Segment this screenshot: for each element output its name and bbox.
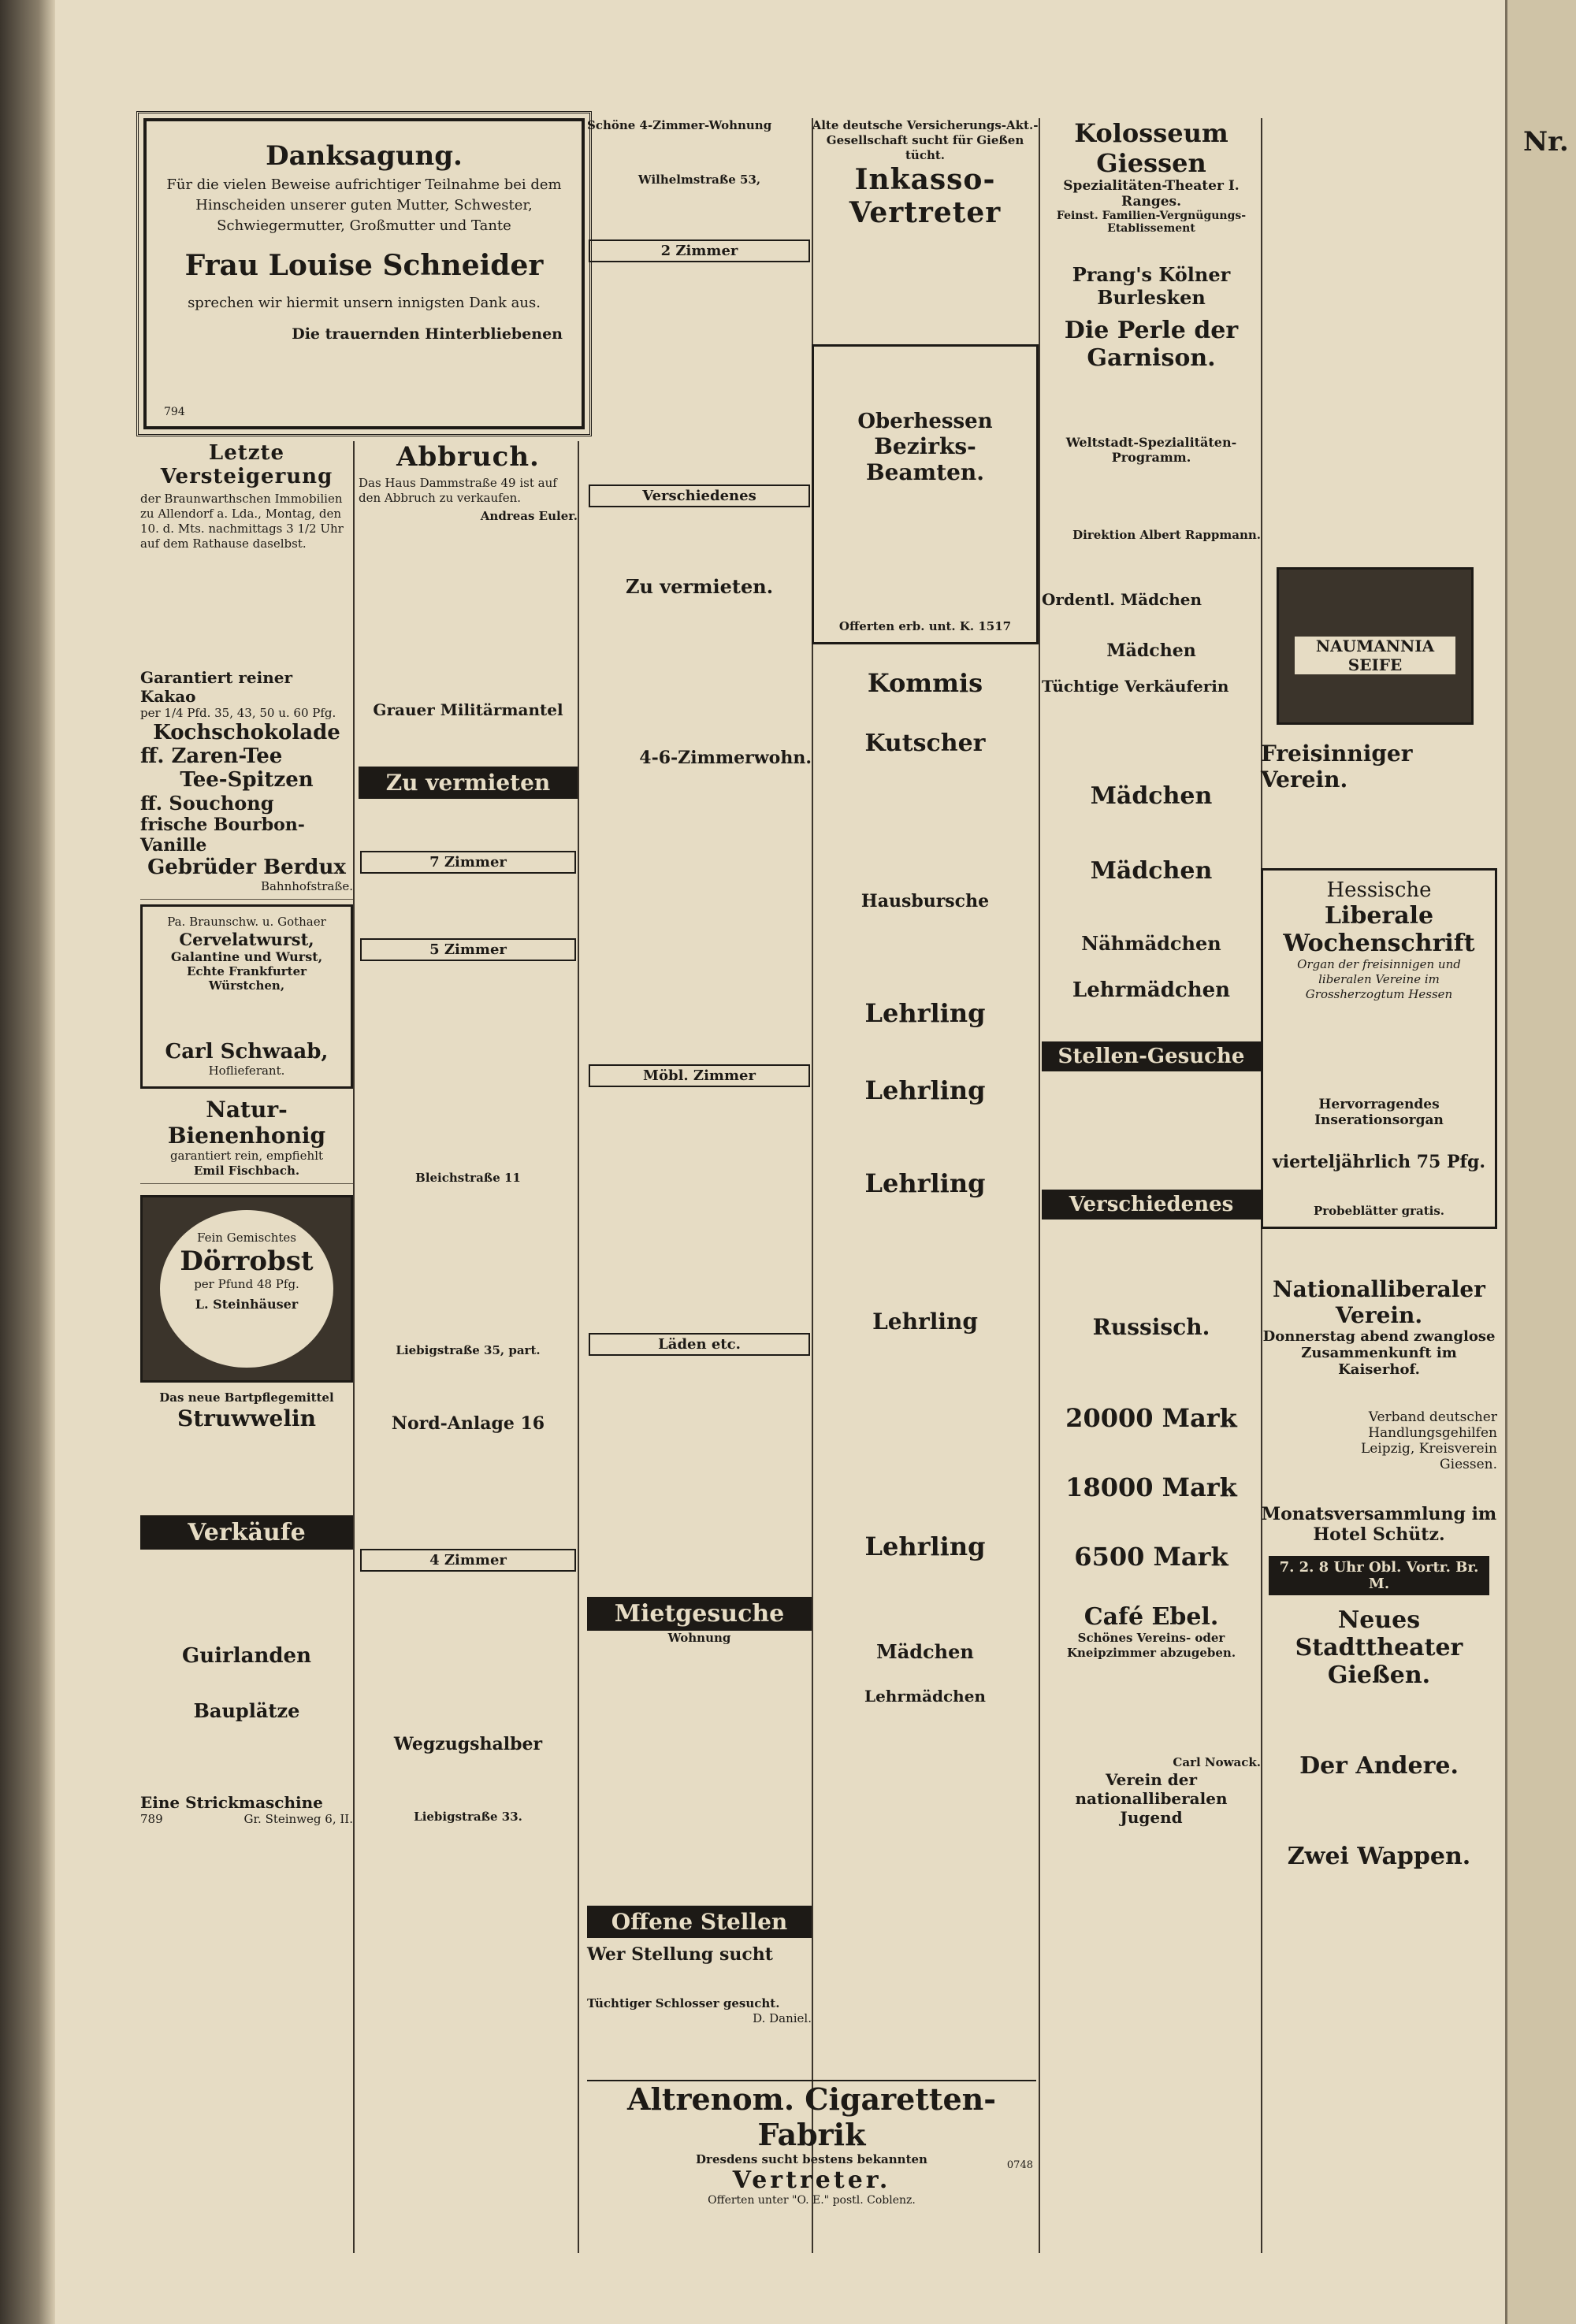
lehrm-heading: Lehrmädchen [1072, 978, 1231, 1002]
col4-filler-e [812, 1028, 1039, 1075]
col4-filler-g [812, 1198, 1039, 1309]
column-2 [359, 441, 579, 2253]
mark18-heading: 18000 Mark [1065, 1472, 1237, 1502]
nowack-name: Carl Nowack. [1173, 1755, 1261, 1769]
madchen-b-heading: Mädchen [1090, 782, 1213, 810]
madchen-heading: Mädchen [876, 1640, 974, 1663]
zaren-heading: ff. Zaren-Tee [140, 744, 283, 768]
weltstadt-heading: Weltstadt-Spezialitäten-Programm. [1065, 435, 1237, 465]
bezirk-ad [812, 344, 1039, 644]
col2-filler-c [359, 799, 578, 846]
col5-filler-j [1042, 1002, 1261, 1041]
col4-filler-c [812, 757, 1039, 891]
col3-filler-c [587, 267, 812, 480]
kommis-heading: Kommis [867, 668, 983, 698]
z7-header: 7 Zimmer [360, 851, 576, 874]
col3-filler-g [587, 1092, 812, 1328]
guirlanden-filler [140, 1668, 353, 1699]
z46-heading: 4-6-Zimmerwohn. [639, 748, 812, 768]
madchen-c-heading: Mädchen [1090, 857, 1213, 885]
madchen-a-heading: Mädchen [1106, 640, 1196, 661]
col4-filler-b [812, 698, 1039, 729]
vanille-heading: frische Bourbon-Vanille [140, 815, 305, 856]
daniel-name: D. Daniel. [753, 2011, 812, 2025]
col2-filler-d [359, 878, 578, 934]
doerrobst-ad [140, 1195, 353, 1383]
spezial-heading: Spezialitäten-Theater I. Ranges. [1063, 178, 1240, 210]
col5-filler-g [1042, 810, 1261, 857]
russisch-heading: Russisch. [1092, 1314, 1210, 1340]
vortr-box: 7. 2. 8 Uhr Obl. Vortr. Br. M. [1269, 1556, 1489, 1595]
cafe-heading: Café Ebel. [1084, 1603, 1219, 1631]
doerrobst-heading: Dörrobst [180, 1246, 314, 1277]
col2-filler-a [359, 527, 578, 700]
bezirk-filler [822, 485, 1028, 619]
hessische-heading: Hessische [1326, 878, 1432, 902]
kakao-price: per 1/4 Pfd. 35, 43, 50 u. 60 Pfg. [140, 706, 336, 720]
honig-sub: garantiert rein, empfiehlt [169, 1149, 324, 1163]
wochenschrift-ad [1261, 868, 1497, 1229]
theater-heading: Neues Stadttheater Gießen. [1295, 1606, 1463, 1689]
verkaeufe-header: Verkäufe [140, 1516, 353, 1550]
struwwelin-ad [140, 1387, 353, 1516]
lehrling3-heading: Lehrling [864, 1168, 986, 1198]
militaer-heading: Grauer Militärmantel [373, 700, 563, 719]
col6-filler-b [1261, 1689, 1497, 1752]
strick-address: Gr. Steinweg 6, II. [243, 1812, 353, 1826]
laden-header: Läden etc. [589, 1333, 810, 1356]
inserat-heading: Hervorragendes Inserationsorgan [1314, 1097, 1444, 1128]
nord-heading: Nord-Anlage 16 [391, 1413, 545, 1434]
col6-filler-a [1261, 793, 1497, 863]
berdux-heading: Gebrüder Berdux [147, 856, 346, 879]
bart-heading: Das neue Bartpflegemittel [159, 1390, 334, 1405]
doerrobst-price: per Pfund 48 Pfg. [194, 1277, 299, 1291]
danksagung-num: 794 [164, 406, 185, 418]
koch-heading: Kochschokolade [153, 721, 340, 744]
bezirk-heading: Bezirks-Beamten. [865, 433, 985, 485]
spitzen-heading: Tee-Spitzen [180, 768, 314, 792]
bauplaetze-heading: Bauplätze [193, 1699, 300, 1722]
prang-heading: Prang's Kölner Burlesken [1072, 263, 1231, 309]
wurst-filler [151, 993, 343, 1040]
schwaab: Carl Schwaab, [165, 1040, 329, 1064]
col2-filler-b [359, 719, 578, 767]
organ-text: Organ der freisinnigen und liberalen Vereine im Grossherzogtum Hessen [1297, 957, 1461, 1001]
guirlanden-heading: Guirlanden [182, 1644, 311, 1668]
schlosser-heading: Tüchtiger Schlosser gesucht. [587, 1996, 780, 2010]
ordentl-heading: Ordentl. Mädchen [1042, 590, 1202, 609]
lehrling4-heading: Lehrling [872, 1309, 978, 1335]
versteigerung-filler [140, 555, 353, 665]
wappen-heading: Zwei Wappen. [1287, 1843, 1471, 1870]
col5-filler-l [1042, 1220, 1261, 1314]
wohnung-heading: Wohnung [667, 1631, 731, 1645]
col5-filler-b [1042, 465, 1261, 528]
abbruch-name: Andreas Euler. [480, 509, 578, 523]
col3-filler-a [587, 133, 812, 173]
danksagung-title: Danksagung. [266, 140, 463, 172]
col3-filler-h [587, 1361, 812, 1597]
verein-nl-heading: Verein der nationalliberalen Jugend [1075, 1770, 1228, 1827]
z2-header: 2 Zimmer [589, 239, 810, 262]
cig-offerten: Offerten unter "O. E." postl. Coblenz. [708, 2194, 916, 2207]
souchong-heading: ff. Souchong [140, 792, 274, 815]
rappmann-name: Direktion Albert Rappmann. [1072, 528, 1261, 542]
stellen-gesuche-header: Stellen-Gesuche [1042, 1041, 1261, 1071]
kutscher-heading: Kutscher [864, 729, 986, 757]
verschiedenes-header-5: Verschiedenes [1042, 1190, 1261, 1220]
doerrobst-oval [160, 1210, 333, 1368]
col2-filler-h [359, 1434, 578, 1544]
struwwelin-filler [140, 1431, 353, 1510]
z4-header: 4 Zimmer [360, 1549, 576, 1572]
col4-filler-i [812, 1561, 1039, 1640]
galantine: Galantine und Wurst, [170, 949, 323, 964]
column-1 [140, 441, 355, 2253]
strick-heading: Eine Strickmaschine [140, 1793, 323, 1812]
strick-num: 789 [140, 1812, 163, 1826]
honig-name: Emil Fischbach. [193, 1164, 300, 1178]
verkaeufe-filler [140, 1550, 353, 1644]
liberale-heading: Liberale Wochenschrift [1283, 902, 1475, 957]
wurst-ad [140, 904, 353, 1089]
moebl-header: Möbl. Zimmer [589, 1064, 810, 1087]
col4-filler-d [812, 911, 1039, 998]
abbruch-heading: Abbruch. [396, 441, 540, 473]
versteigerung-text: der Braunwarthschen Immobilien zu Allendorf a. Lda., Montag, den 10. d. Mts. nachmittags 3 1/2 Uhr auf dem Rathause daselbst. [140, 492, 344, 551]
doerrobst-name: L. Steinhäuser [195, 1297, 299, 1312]
col5-filler-e [1042, 661, 1261, 677]
cig-num: 0748 [1006, 2159, 1033, 2171]
next-page-edge [1505, 0, 1576, 2324]
col5-filler-h [1042, 885, 1261, 932]
col5-filler-m [1042, 1340, 1261, 1403]
col3-filler-j [587, 1965, 812, 1996]
zu-verm-heading: Zu vermieten. [625, 575, 774, 598]
mark20-heading: 20000 Mark [1065, 1403, 1237, 1433]
wochenschrift-filler [1271, 1002, 1487, 1097]
col5-filler-p [1042, 1572, 1261, 1603]
honig-heading: Natur-Bienenhonig [167, 1097, 326, 1149]
struwwelin-heading: Struwwelin [177, 1405, 316, 1431]
andere-heading: Der Andere. [1299, 1752, 1459, 1780]
col2-filler-g [359, 1358, 578, 1413]
col3-filler-b [587, 187, 812, 235]
monats-heading: Monatsversammlung im Hotel Schütz. [1261, 1504, 1497, 1545]
verschiedenes-header: Verschiedenes [589, 484, 810, 507]
col5-filler-a [1042, 372, 1261, 435]
liebig-heading: Liebigstraße 35, part. [396, 1343, 541, 1357]
column-6 [1261, 741, 1497, 2253]
col5-filler-q [1042, 1661, 1261, 1755]
col4-filler-f [812, 1105, 1039, 1168]
col5-filler-n [1042, 1433, 1261, 1472]
honig-ad [140, 1093, 353, 1184]
bezirk-offerten: Offerten erb. unt. K. 1517 [838, 619, 1012, 633]
lehrling1-heading: Lehrling [864, 998, 986, 1028]
kolosseum-heading: Kolosseum Giessen [1074, 118, 1228, 178]
col3-filler-d [587, 512, 812, 575]
frankfurter: Echte Frankfurter Würstchen, [186, 964, 307, 993]
danksagung-box [143, 118, 585, 429]
preis-heading: vierteljährlich 75 Pfg. [1272, 1152, 1486, 1172]
abbruch-text: Das Haus Dammstraße 49 ist auf den Abbruch zu verkaufen. [359, 476, 557, 505]
perle-heading: Die Perle der Garnison. [1064, 317, 1239, 372]
lehrling5-heading: Lehrling [864, 1531, 986, 1561]
column-4 [812, 118, 1040, 2253]
col2-filler-j [359, 1754, 578, 1810]
inkasso-heading: Inkasso-Vertreter [849, 163, 1002, 229]
bleich-heading: Bleichstraße 11 [415, 1171, 521, 1185]
binding-shadow [0, 0, 55, 2324]
cig-heading: Altrenom. Cigaretten-Fabrik [626, 2081, 997, 2152]
seife-label: NAUMANNIA SEIFE [1295, 637, 1455, 674]
wurst-heading: Pa. Braunschw. u. Gothaer [167, 915, 326, 929]
col4-filler-h [812, 1335, 1039, 1531]
danksagung-body: Für die vielen Beweise aufrichtiger Teilnahme bei dem Hinscheiden unserer guten Mutter, Schwester, Schwiegermutter, Großmutter und Tante [166, 176, 562, 234]
cig-dresdens: Dresdens sucht bestens bekannten [696, 2152, 927, 2166]
vakanz-heading: Wer Stellung sucht [587, 1944, 773, 1965]
col5-filler-f [1042, 696, 1261, 782]
lehrling2-heading: Lehrling [864, 1075, 986, 1105]
cervelat: Cervelatwurst, [179, 930, 314, 949]
cig-vertreter: Vertreter. [732, 2166, 891, 2194]
next-page-label: Nr. [1523, 126, 1569, 158]
versteigerung-heading: Letzte Versteigerung [160, 441, 333, 488]
kakao-ad [140, 665, 353, 900]
col5-filler-o [1042, 1502, 1261, 1542]
col5-filler-i [1042, 955, 1261, 978]
col4-filler-j [812, 1663, 1039, 1687]
col4-filler-a [812, 229, 1039, 340]
hausbursche-heading: Hausbursche [860, 891, 990, 911]
donnerstag-text: Donnerstag abend zwanglose Zusammenkunft im Kaiserhof. [1262, 1328, 1496, 1378]
freisinn-heading: Freisinniger Verein. [1261, 741, 1413, 793]
col5-filler-c [1042, 543, 1261, 590]
berdux-addr: Bahnhofstraße. [260, 879, 353, 893]
wilhelm-heading: Wilhelmstraße 53, [637, 173, 761, 187]
col3-filler-e [587, 598, 812, 748]
oberhessen-heading: Oberhessen [857, 410, 993, 433]
vers-heading: Alte deutsche Versicherungs-Akt.-Gesellschaft sucht für Gießen tücht. [812, 118, 1039, 162]
strick-addr [140, 1812, 353, 1827]
bauplaetze-filler [140, 1722, 353, 1793]
offene-stellen-header: Offene Stellen [587, 1906, 812, 1938]
probe-text: Probeblätter gratis. [1313, 1204, 1445, 1218]
col2-filler-e [359, 966, 578, 1171]
doerrobst-fein: Fein Gemischtes [197, 1231, 296, 1245]
danksagung-sign: Die trauernden Hinterbliebenen [292, 325, 563, 343]
cigaretten-ad [587, 2080, 1036, 2207]
danksagung-thanks: sprechen wir hiermit unsern innigsten Dank aus. [188, 295, 541, 311]
mietgesuche-header: Mietgesuche [587, 1597, 812, 1631]
hoflieferant: Hoflieferant. [208, 1064, 285, 1078]
danksagung-name: Frau Louise Schneider [184, 249, 544, 282]
cafe-sub: Schönes Vereins- oder Kneipzimmer abzugeben. [1066, 1631, 1236, 1660]
col2-filler-f [359, 1186, 578, 1343]
lehrmadchen-heading: Lehrmädchen [864, 1687, 986, 1706]
kakao-heading: Garantiert reiner Kakao [140, 668, 293, 706]
wegzug-heading: Wegzugshalber [393, 1734, 543, 1754]
mark6-heading: 6500 Mark [1074, 1542, 1228, 1572]
column-5 [1042, 118, 1262, 2253]
feinst-heading: Feinst. Familien-Vergnügungs-Etablissement [1056, 210, 1247, 235]
col6-filler-c [1261, 1780, 1497, 1843]
col5-filler-k [1042, 1071, 1261, 1190]
col3-filler-i [587, 1646, 812, 1906]
col3-filler-f [587, 768, 812, 1060]
naehm-heading: Nähmädchen [1081, 932, 1221, 955]
col2-filler-i [359, 1576, 578, 1734]
column-3 [587, 118, 813, 2253]
nationallib-heading: Nationalliberaler Verein. [1273, 1276, 1485, 1328]
liebig33-heading: Liebigstraße 33. [414, 1810, 522, 1824]
zu-vermieten-header: Zu vermieten [359, 767, 578, 799]
schoene-heading: Schöne 4-Zimmer-Wohnung [587, 118, 772, 132]
verband-text: Verband deutscher Handlungsgehilfen Leipzig, Kreisverein Giessen. [1360, 1409, 1497, 1472]
col5-filler-d [1042, 609, 1261, 640]
kaeuferin-heading: Tüchtige Verkäuferin [1042, 677, 1229, 696]
seife-picture [1277, 567, 1474, 725]
z5-header: 5 Zimmer [360, 938, 576, 961]
